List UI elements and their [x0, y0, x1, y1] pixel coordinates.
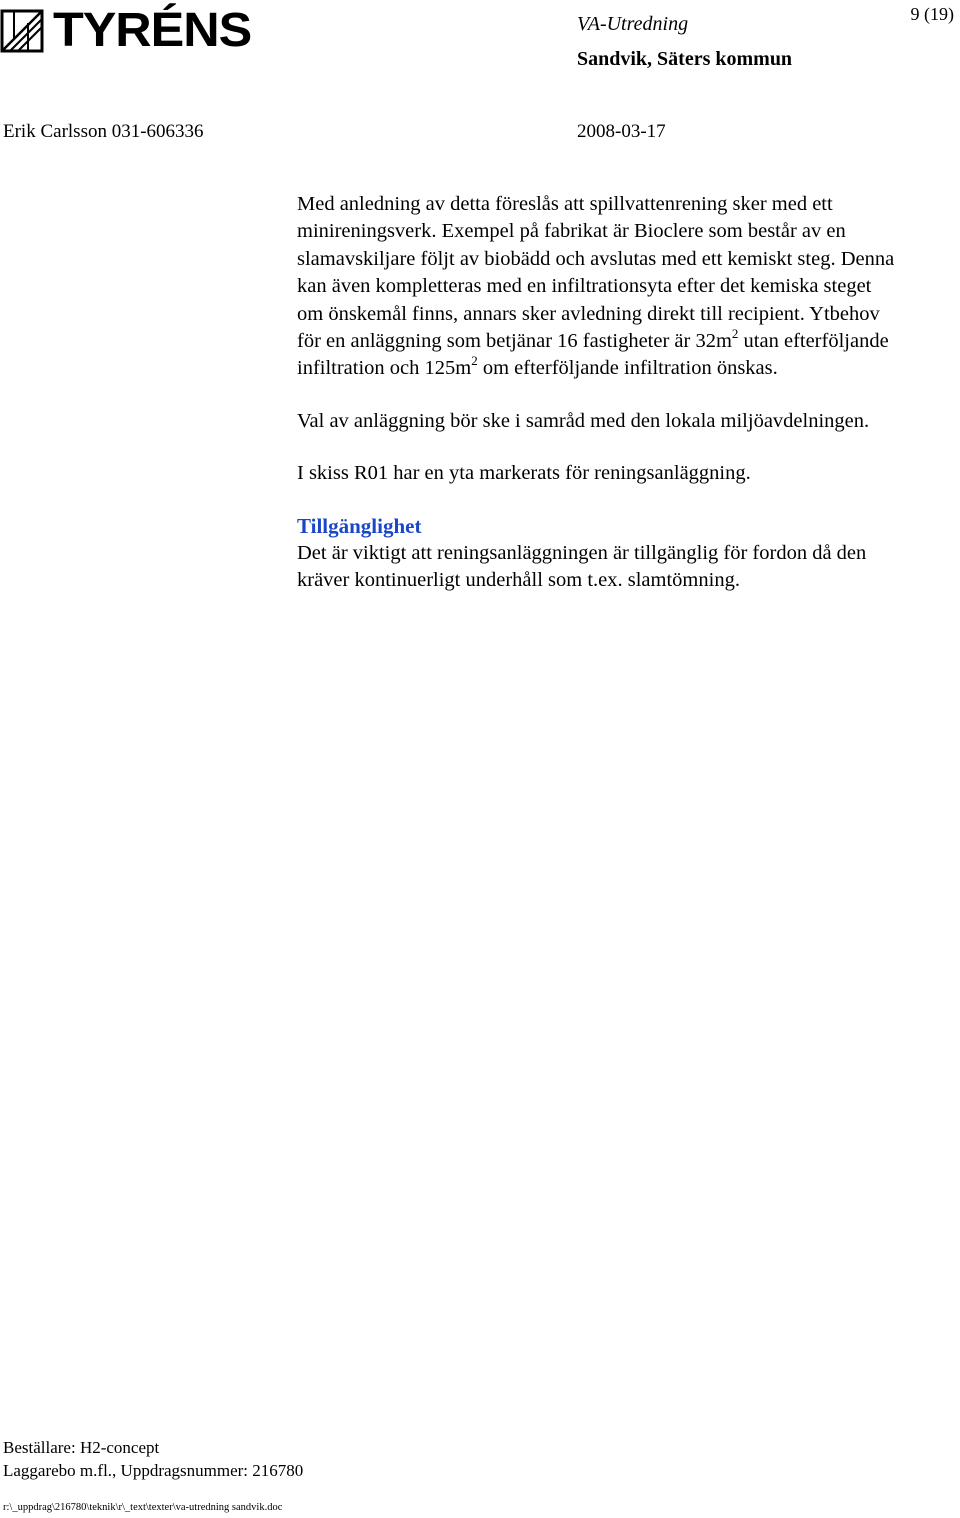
superscript: 2: [731, 326, 739, 342]
document-date: 2008-03-17: [577, 121, 666, 142]
paragraph-text: utan efterföljande infiltration och 125m: [297, 330, 889, 380]
document-type: VA-Utredning: [577, 13, 689, 35]
project-title: Sandvik, Säters kommun: [577, 48, 793, 70]
page-number: 9 (19): [910, 4, 954, 24]
footer-client: Beställare: H2-concept: [3, 1438, 160, 1457]
superscript: 2: [471, 353, 478, 369]
document-body: [297, 191, 897, 595]
section-heading: Tillgänglighet: [297, 513, 422, 538]
paragraph-selection: Val av anläggning bör ske i samråd med den lokala miljöavdelningen.: [297, 409, 870, 432]
paragraph-text: om efterföljande infiltration önskas.: [477, 357, 778, 380]
paragraph-sketch: I skiss R01 har en yta markerats för reningsanläggning.: [297, 462, 751, 485]
footer-assignment: Laggarebo m.fl., Uppdragsnummer: 216780: [3, 1461, 304, 1480]
tyrens-logo-icon: [0, 9, 44, 53]
paragraph-treatment: [297, 191, 897, 383]
paragraph-accessibility: Det är viktigt att reningsanläggningen är tillgänglig för fordon då den kräver kontinuerligt underhåll som t.ex. slamtömning.: [297, 542, 867, 592]
logo-text: TYRÉNS: [53, 4, 252, 57]
author-line: Erik Carlsson 031-606336: [3, 121, 204, 142]
company-logo: [0, 4, 252, 57]
footer-file-path: r:\_uppdrag\216780\teknik\r\_text\texter\va-utredning sandvik.doc: [3, 1502, 283, 1513]
paragraph-text: Med anledning av detta föreslås att spillvattenrening sker med ett minireningsverk. Exempel på fabrikat är Bioclere som består av en slamavskiljare följt av biobädd och avslutas med ett kemiskt steg. Denna kan även kompletteras med en infiltrationsyta efter det kemiska steget om önskemål finns, annars sker avledning direkt till recipient. Ytbehov för en anläggning som betjänar 16 fastigheter är 32m: [297, 193, 895, 353]
